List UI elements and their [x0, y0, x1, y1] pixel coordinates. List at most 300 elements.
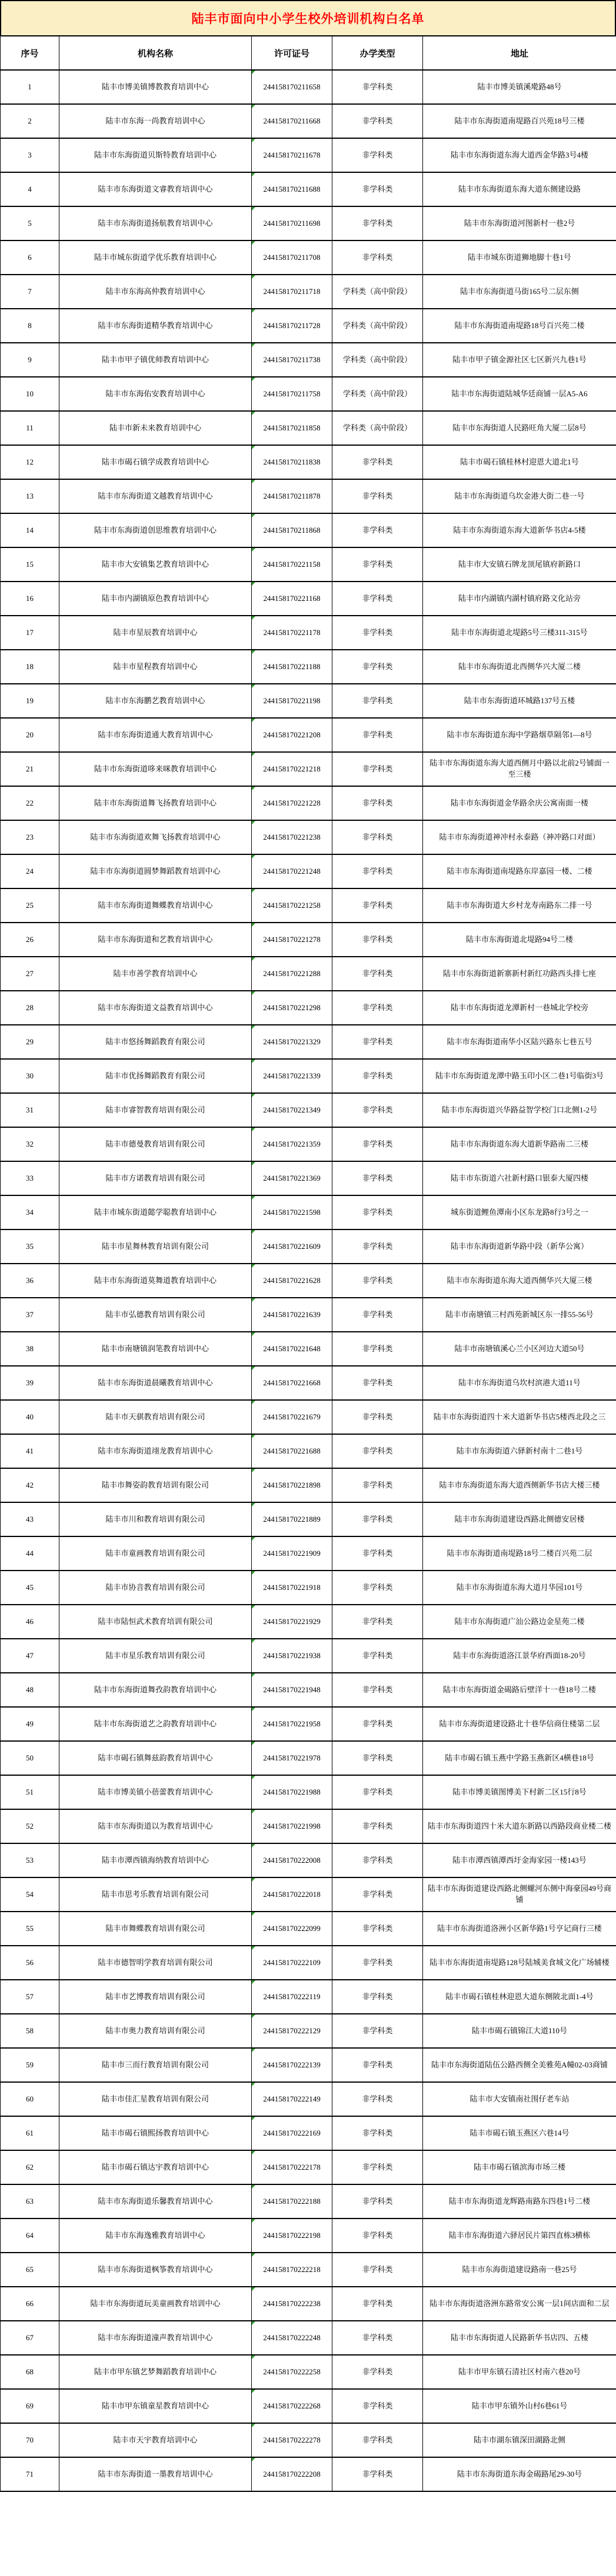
table-row: [1, 1707, 616, 1741]
license-number-cell: 244158170221228: [252, 786, 332, 820]
institution-name-cell: 陆丰市善学教育培训中心: [59, 957, 252, 991]
table-row: [1, 2287, 616, 2321]
institution-name-cell: 陆丰市内湖镇原色教育培训中心: [59, 582, 252, 616]
row-number-cell: 35: [1, 1229, 59, 1264]
row-number-cell: 51: [1, 1775, 59, 1809]
license-number-cell: 244158170221258: [252, 888, 332, 923]
table-row: [1, 547, 616, 582]
row-number-cell: 28: [1, 991, 59, 1025]
address-cell: 陆丰市甲东镇石清社区村南六巷20号: [423, 2355, 616, 2389]
license-number-cell: 244158170221359: [252, 1127, 332, 1161]
school-type-cell: 非学科类: [332, 1536, 423, 1571]
institution-name-cell: 陆丰市悠扬舞蹈教育有限公司: [59, 1025, 252, 1059]
license-number-cell: 244158170221918: [252, 1571, 332, 1605]
institution-name-cell: 陆丰市甲子镇优师教育培训中心: [59, 343, 252, 377]
license-number-cell: 244158170221958: [252, 1707, 332, 1741]
institution-name-cell: 陆丰市东海街道文益教育培训中心: [59, 991, 252, 1025]
institution-name-cell: 陆丰市舞蝶教育培训有限公司: [59, 1912, 252, 1946]
address-cell: 陆丰市东海街道兴华路益智学校门口北侧1-2号: [423, 1093, 616, 1127]
table-row: [1, 309, 616, 343]
license-number-cell: 244158170221288: [252, 957, 332, 991]
license-number-cell: 244158170211658: [252, 70, 332, 104]
school-type-cell: 学科类（高中阶段）: [332, 343, 423, 377]
license-number-cell: 244158170221158: [252, 547, 332, 582]
row-number-cell: 29: [1, 1025, 59, 1059]
license-number-cell: 244158170221339: [252, 1059, 332, 1093]
institution-name-cell: 陆丰市星辰教育培训中心: [59, 616, 252, 650]
institution-name-cell: 陆丰市东海佑安教育培训中心: [59, 377, 252, 411]
table-row: [1, 2423, 616, 2457]
institution-name-cell: 陆丰市协音教育培训有限公司: [59, 1571, 252, 1605]
address-cell: 城东街道鲤鱼潭南小区东龙路8行3号之一: [423, 1195, 616, 1229]
row-number-cell: 58: [1, 2014, 59, 2048]
row-number-cell: 54: [1, 1877, 59, 1912]
row-number-cell: 56: [1, 1946, 59, 1980]
table-row: [1, 1571, 616, 1605]
table-row: [1, 1093, 616, 1127]
row-number-cell: 70: [1, 2423, 59, 2457]
institution-name-cell: 陆丰市东海逸雅教育培训中心: [59, 2218, 252, 2253]
license-number-cell: 244158170222178: [252, 2150, 332, 2184]
school-type-cell: 学科类（高中阶段）: [332, 309, 423, 343]
school-type-cell: 非学科类: [332, 786, 423, 820]
school-type-cell: 非学科类: [332, 1980, 423, 2014]
row-number-cell: 22: [1, 786, 59, 820]
row-number-cell: 6: [1, 240, 59, 275]
school-type-cell: 非学科类: [332, 1946, 423, 1980]
school-type-cell: 非学科类: [332, 1809, 423, 1843]
school-type-cell: 学科类（高中阶段）: [332, 275, 423, 309]
table-row: [1, 2184, 616, 2218]
address-cell: 陆丰市东海街道广汕公路边金星苑二楼: [423, 1605, 616, 1639]
table-row: [1, 923, 616, 957]
institution-name-cell: 陆丰市德智明学教育培训有限公司: [59, 1946, 252, 1980]
license-number-cell: 244158170221298: [252, 991, 332, 1025]
row-number-cell: 50: [1, 1741, 59, 1775]
license-number-cell: 244158170221218: [252, 752, 332, 786]
table-row: [1, 1400, 616, 1434]
school-type-cell: 非学科类: [332, 445, 423, 479]
col-header-institution-name: 机构名称: [59, 36, 252, 70]
table-row: [1, 1229, 616, 1264]
address-cell: 陆丰市南塘镇三村西苑新城区东一排55-56号: [423, 1298, 616, 1332]
license-number-cell: 244158170211728: [252, 309, 332, 343]
institution-name-cell: 陆丰市碣石镇熙扬教育培训中心: [59, 2116, 252, 2150]
table-row: [1, 2321, 616, 2355]
table-row: [1, 2082, 616, 2116]
school-type-cell: 非学科类: [332, 2082, 423, 2116]
row-number-cell: 40: [1, 1400, 59, 1434]
school-type-cell: 非学科类: [332, 991, 423, 1025]
license-number-cell: 244158170222139: [252, 2048, 332, 2082]
table-row: [1, 138, 616, 172]
row-number-cell: 52: [1, 1809, 59, 1843]
institution-name-cell: 陆丰市三而行教育培训有限公司: [59, 2048, 252, 2082]
license-number-cell: 244158170221679: [252, 1400, 332, 1434]
school-type-cell: 非学科类: [332, 752, 423, 786]
license-number-cell: 244158170222278: [252, 2423, 332, 2457]
row-number-cell: 26: [1, 923, 59, 957]
table-row: [1, 275, 616, 309]
address-cell: 陆丰市东海街道建设西路北侧德安居楼: [423, 1502, 616, 1536]
address-cell: 陆丰市潭西镇潭西圩金海家园一楼143号: [423, 1843, 616, 1877]
license-number-cell: 244158170222149: [252, 2082, 332, 2116]
address-cell: 陆丰市碣石镇玉燕中学路玉燕新区4横巷18号: [423, 1741, 616, 1775]
row-number-cell: 12: [1, 445, 59, 479]
license-number-cell: 244158170222188: [252, 2184, 332, 2218]
address-cell: 陆丰市东海街道四十米大道新华书店5楼西北段之三: [423, 1400, 616, 1434]
address-cell: 陆丰市东海街道北堤路94号二楼: [423, 923, 616, 957]
license-number-cell: 244158170221889: [252, 1502, 332, 1536]
address-cell: 陆丰市博美镇图博美下村新二区15行8号: [423, 1775, 616, 1809]
license-number-cell: 244158170222248: [252, 2321, 332, 2355]
license-number-cell: 244158170222169: [252, 2116, 332, 2150]
address-cell: 陆丰市碣石镇桂林村迎恩大道北1号: [423, 445, 616, 479]
row-number-cell: 30: [1, 1059, 59, 1093]
row-number-cell: 41: [1, 1434, 59, 1468]
school-type-cell: 非学科类: [332, 172, 423, 206]
school-type-cell: 非学科类: [332, 1093, 423, 1127]
school-type-cell: 非学科类: [332, 1229, 423, 1264]
school-type-cell: 非学科类: [332, 854, 423, 888]
license-number-cell: 244158170222099: [252, 1912, 332, 1946]
license-number-cell: 244158170222218: [252, 2253, 332, 2287]
institution-name-cell: 陆丰市东海街道哆来咪教育培训中心: [59, 752, 252, 786]
institution-name-cell: 陆丰市甲东镇童星教育培训中心: [59, 2389, 252, 2423]
license-number-cell: 244158170221349: [252, 1093, 332, 1127]
license-number-cell: 244158170211698: [252, 206, 332, 240]
row-number-cell: 15: [1, 547, 59, 582]
school-type-cell: 非学科类: [332, 1912, 423, 1946]
table-row: [1, 616, 616, 650]
table-row: [1, 1741, 616, 1775]
school-type-cell: 非学科类: [332, 2287, 423, 2321]
address-cell: 陆丰市东海街道东海大道西侧华兴大厦三楼: [423, 1264, 616, 1298]
row-number-cell: 24: [1, 854, 59, 888]
address-cell: 陆丰市东海街道新寨新村新红功路西头排七座: [423, 957, 616, 991]
address-cell: 陆丰市东海街道金华路余庆公寓南面一楼: [423, 786, 616, 820]
school-type-cell: 非学科类: [332, 138, 423, 172]
row-number-cell: 47: [1, 1639, 59, 1673]
row-number-cell: 71: [1, 2457, 59, 2491]
address-cell: 陆丰市南塘镇溪心兰小区河边大道50号: [423, 1332, 616, 1366]
address-cell: 陆丰市东海街道北西侧华兴大厦二楼: [423, 650, 616, 684]
school-type-cell: 非学科类: [332, 2150, 423, 2184]
address-cell: 陆丰市大安镇南社围仔老车站: [423, 2082, 616, 2116]
table-body: [1, 70, 616, 2491]
school-type-cell: 非学科类: [332, 70, 423, 104]
license-number-cell: 244158170211668: [252, 104, 332, 138]
institution-name-cell: 陆丰市东海街道翊龙教育培训中心: [59, 1434, 252, 1468]
table-row: [1, 1673, 616, 1707]
license-number-cell: 244158170222258: [252, 2355, 332, 2389]
institution-name-cell: 陆丰市东海街道乐馨教育培训中心: [59, 2184, 252, 2218]
row-number-cell: 20: [1, 718, 59, 752]
institution-name-cell: 陆丰市东海街道扬航教育培训中心: [59, 206, 252, 240]
institution-name-cell: 陆丰市舞姿韵教育培训有限公司: [59, 1468, 252, 1502]
institution-name-cell: 陆丰市碣石镇学成教育培训中心: [59, 445, 252, 479]
table-row: [1, 1502, 616, 1536]
school-type-cell: 非学科类: [332, 2048, 423, 2082]
table-row: [1, 1025, 616, 1059]
institution-name-cell: 陆丰市川和教育培训有限公司: [59, 1502, 252, 1536]
address-cell: 陆丰市东海街道东海大道新华书店4-5楼: [423, 513, 616, 547]
school-type-cell: 非学科类: [332, 2355, 423, 2389]
license-number-cell: 244158170222208: [252, 2457, 332, 2491]
row-number-cell: 37: [1, 1298, 59, 1332]
school-type-cell: 非学科类: [332, 1707, 423, 1741]
institution-name-cell: 陆丰市奥力教育培训有限公司: [59, 2014, 252, 2048]
address-cell: 陆丰市东海街道东海大道新华路南二三楼: [423, 1127, 616, 1161]
address-cell: 陆丰市博美镇溪墘路48号: [423, 70, 616, 104]
school-type-cell: 非学科类: [332, 2423, 423, 2457]
address-cell: 陆丰市东海街道建设路北十巷华信商住楼第二层: [423, 1707, 616, 1741]
license-number-cell: 244158170222008: [252, 1843, 332, 1877]
institution-name-cell: 陆丰市潭西镇海纳教育培训中心: [59, 1843, 252, 1877]
school-type-cell: 非学科类: [332, 2253, 423, 2287]
license-number-cell: 244158170221628: [252, 1264, 332, 1298]
license-number-cell: 244158170221998: [252, 1809, 332, 1843]
address-cell: 陆丰市东海街道六驿新村南十二巷1号: [423, 1434, 616, 1468]
address-cell: 陆丰市东海街道环城路137号五楼: [423, 684, 616, 718]
school-type-cell: 非学科类: [332, 1775, 423, 1809]
address-cell: 陆丰市东海街道洛洲东路常安公寓一层1间店面和二层: [423, 2287, 616, 2321]
row-number-cell: 2: [1, 104, 59, 138]
table-row: [1, 888, 616, 923]
address-cell: 陆丰市东海街道南堤路18号二楼百兴苑二层: [423, 1536, 616, 1571]
institution-name-cell: 陆丰市东海街道和艺教育培训中心: [59, 923, 252, 957]
license-number-cell: 244158170211718: [252, 275, 332, 309]
table-row: [1, 1468, 616, 1502]
institution-name-cell: 陆丰市东海街道创思维教育培训中心: [59, 513, 252, 547]
row-number-cell: 42: [1, 1468, 59, 1502]
license-number-cell: 244158170221929: [252, 1605, 332, 1639]
row-number-cell: 32: [1, 1127, 59, 1161]
row-number-cell: 43: [1, 1502, 59, 1536]
row-number-cell: 48: [1, 1673, 59, 1707]
license-number-cell: 244158170211688: [252, 172, 332, 206]
table-row: [1, 206, 616, 240]
row-number-cell: 45: [1, 1571, 59, 1605]
row-number-cell: 55: [1, 1912, 59, 1946]
table-row: [1, 240, 616, 275]
row-number-cell: 60: [1, 2082, 59, 2116]
row-number-cell: 67: [1, 2321, 59, 2355]
row-number-cell: 31: [1, 1093, 59, 1127]
table-row: [1, 70, 616, 104]
institution-name-cell: 陆丰市东海街道欢舞飞扬教育培训中心: [59, 820, 252, 854]
table-row: [1, 479, 616, 513]
license-number-cell: 244158170221238: [252, 820, 332, 854]
institution-name-cell: 陆丰市东海街道艺之韵教育培训中心: [59, 1707, 252, 1741]
table-row: [1, 2048, 616, 2082]
institution-name-cell: 陆丰市东海街道一墨教育培训中心: [59, 2457, 252, 2491]
row-number-cell: 69: [1, 2389, 59, 2423]
row-number-cell: 4: [1, 172, 59, 206]
license-number-cell: 244158170221938: [252, 1639, 332, 1673]
address-cell: 陆丰市湖东镇深田湖路北侧: [423, 2423, 616, 2457]
table-row: [1, 1536, 616, 1571]
institution-name-cell: 陆丰市博美镇小蓓蕾教育培训中心: [59, 1775, 252, 1809]
institution-name-cell: 陆丰市东海街道通大教育培训中心: [59, 718, 252, 752]
school-type-cell: 非学科类: [332, 616, 423, 650]
row-number-cell: 39: [1, 1366, 59, 1400]
license-number-cell: 244158170221978: [252, 1741, 332, 1775]
institution-name-cell: 陆丰市东海高仲教育培训中心: [59, 275, 252, 309]
institution-name-cell: 陆丰市童画教育培训有限公司: [59, 1536, 252, 1571]
table-row: [1, 172, 616, 206]
license-number-cell: 244158170221188: [252, 650, 332, 684]
school-type-cell: 非学科类: [332, 1741, 423, 1775]
address-cell: 陆丰市东海街道乌坎村滨港大道11号: [423, 1366, 616, 1400]
license-number-cell: 244158170221909: [252, 1536, 332, 1571]
institution-name-cell: 陆丰市城东街道学优乐教育培训中心: [59, 240, 252, 275]
school-type-cell: 非学科类: [332, 1298, 423, 1332]
table-row: [1, 684, 616, 718]
address-cell: 陆丰市碣石镇锦江大道110号: [423, 2014, 616, 2048]
school-type-cell: 非学科类: [332, 1605, 423, 1639]
license-number-cell: 244158170222268: [252, 2389, 332, 2423]
license-number-cell: 244158170222018: [252, 1877, 332, 1912]
address-cell: 陆丰市东海街道龙辉路南路东四巷1号二楼: [423, 2184, 616, 2218]
table-row: [1, 957, 616, 991]
institution-name-cell: 陆丰市东海街道玩美童画教育培训中心: [59, 2287, 252, 2321]
school-type-cell: 学科类（高中阶段）: [332, 411, 423, 445]
row-number-cell: 11: [1, 411, 59, 445]
table-row: [1, 854, 616, 888]
col-header-index: 序号: [1, 36, 59, 70]
address-cell: 陆丰市东海街道南堤路18号百兴苑二楼: [423, 309, 616, 343]
address-cell: 陆丰市碣石镇滨海市场三楼: [423, 2150, 616, 2184]
row-number-cell: 44: [1, 1536, 59, 1571]
whitelist-table: [0, 35, 616, 2492]
row-number-cell: 14: [1, 513, 59, 547]
address-cell: 陆丰市城东街道狮地脚十巷1号: [423, 240, 616, 275]
institution-name-cell: 陆丰市星乐教育培训有限公司: [59, 1639, 252, 1673]
row-number-cell: 21: [1, 752, 59, 786]
institution-name-cell: 陆丰市思考乐教育培训有限公司: [59, 1877, 252, 1912]
institution-name-cell: 陆丰市东海街道贝斯特教育培训中心: [59, 138, 252, 172]
row-number-cell: 65: [1, 2253, 59, 2287]
institution-name-cell: 陆丰市东海一尚教育培训中心: [59, 104, 252, 138]
address-cell: 陆丰市东海街道大乡村龙寿南路东二排一号: [423, 888, 616, 923]
row-number-cell: 46: [1, 1605, 59, 1639]
table-row: [1, 513, 616, 547]
address-cell: 陆丰市东海街道金碣路后壁洋十一巷18号二楼: [423, 1673, 616, 1707]
school-type-cell: 非学科类: [332, 1264, 423, 1298]
table-row: [1, 2218, 616, 2253]
address-cell: 陆丰市东海街道马街165号二层东侧: [423, 275, 616, 309]
institution-name-cell: 陆丰市星程教育培训中心: [59, 650, 252, 684]
row-number-cell: 34: [1, 1195, 59, 1229]
school-type-cell: 非学科类: [332, 718, 423, 752]
address-cell: 陆丰市东海街道南华小区陆兴路东七巷五号: [423, 1025, 616, 1059]
license-number-cell: 244158170221208: [252, 718, 332, 752]
row-number-cell: 62: [1, 2150, 59, 2184]
row-number-cell: 33: [1, 1161, 59, 1195]
table-row: [1, 377, 616, 411]
table-row: [1, 1127, 616, 1161]
school-type-cell: 非学科类: [332, 547, 423, 582]
address-cell: 陆丰市东海街道陆伍公路西侧全美雅苑A幢02-03商铺: [423, 2048, 616, 2082]
address-cell: 陆丰市碣石镇桂林迎恩大道东侧陂北面1-4号: [423, 1980, 616, 2014]
school-type-cell: 非学科类: [332, 820, 423, 854]
table-row: [1, 2389, 616, 2423]
institution-name-cell: 陆丰市艺博教育培训有限公司: [59, 1980, 252, 2014]
school-type-cell: 非学科类: [332, 206, 423, 240]
row-number-cell: 53: [1, 1843, 59, 1877]
institution-name-cell: 陆丰市东海街道文越教育培训中心: [59, 479, 252, 513]
row-number-cell: 61: [1, 2116, 59, 2150]
institution-name-cell: 陆丰市东海街道以为教育培训中心: [59, 1809, 252, 1843]
table-row: [1, 1775, 616, 1809]
table-row: [1, 1332, 616, 1366]
institution-name-cell: 陆丰市新未来教育培训中心: [59, 411, 252, 445]
address-cell: 陆丰市东海街道六驿居民片第四直栋3横栋: [423, 2218, 616, 2253]
table-row: [1, 445, 616, 479]
institution-name-cell: 陆丰市佳汇星教育培训有限公司: [59, 2082, 252, 2116]
row-number-cell: 5: [1, 206, 59, 240]
school-type-cell: 非学科类: [332, 1877, 423, 1912]
table-row: [1, 991, 616, 1025]
table-row: [1, 718, 616, 752]
institution-name-cell: 陆丰市东海鹏艺教育培训中心: [59, 684, 252, 718]
row-number-cell: 13: [1, 479, 59, 513]
institution-name-cell: 陆丰市方诺教育培训有限公司: [59, 1161, 252, 1195]
address-cell: 陆丰市东海街道龙潭新村一巷城北学校旁: [423, 991, 616, 1025]
school-type-cell: 学科类（高中阶段）: [332, 377, 423, 411]
institution-name-cell: 陆丰市天宇教育培训中心: [59, 2423, 252, 2457]
row-number-cell: 23: [1, 820, 59, 854]
table-row: [1, 1161, 616, 1195]
row-number-cell: 3: [1, 138, 59, 172]
table-row: [1, 650, 616, 684]
address-cell: 陆丰市东海街道河图新村一巷2号: [423, 206, 616, 240]
institution-name-cell: 陆丰市德曼教育培训有限公司: [59, 1127, 252, 1161]
table-row: [1, 1605, 616, 1639]
school-type-cell: 非学科类: [332, 2321, 423, 2355]
license-number-cell: 244158170221948: [252, 1673, 332, 1707]
address-cell: 陆丰市甲东镇外山村6巷61号: [423, 2389, 616, 2423]
school-type-cell: 非学科类: [332, 1195, 423, 1229]
school-type-cell: 非学科类: [332, 2218, 423, 2253]
institution-name-cell: 陆丰市东海街道枫筝教育培训中心: [59, 2253, 252, 2287]
address-cell: 陆丰市东海街道四十米大道东新路以西路段商业楼二楼: [423, 1809, 616, 1843]
school-type-cell: 非学科类: [332, 957, 423, 991]
row-number-cell: 57: [1, 1980, 59, 2014]
col-header-license-number: 许可证号: [252, 36, 332, 70]
institution-name-cell: 陆丰市甲东镇艺梦舞蹈教育培训中心: [59, 2355, 252, 2389]
license-number-cell: 244158170211678: [252, 138, 332, 172]
table-row: [1, 2150, 616, 2184]
address-cell: 陆丰市大安镇石牌龙顶尾镇府新路口: [423, 547, 616, 582]
school-type-cell: 非学科类: [332, 2457, 423, 2491]
license-number-cell: 244158170221648: [252, 1332, 332, 1366]
institution-name-cell: 陆丰市东海街道舞飞扬教育培训中心: [59, 786, 252, 820]
license-number-cell: 244158170211858: [252, 411, 332, 445]
license-number-cell: 244158170221609: [252, 1229, 332, 1264]
address-cell: 陆丰市东海街道神冲村永泰路（神冲路口对面）: [423, 820, 616, 854]
address-cell: 陆丰市东海街道东海大道西侧新华书店大楼三楼: [423, 1468, 616, 1502]
school-type-cell: 非学科类: [332, 1127, 423, 1161]
table-row: [1, 104, 616, 138]
address-cell: 陆丰市东海街道人民路旺角大厦二层8号: [423, 411, 616, 445]
table-row: [1, 1946, 616, 1980]
table-row: [1, 1434, 616, 1468]
school-type-cell: 非学科类: [332, 2184, 423, 2218]
address-cell: 陆丰市东海街道洛洲小区新华路1号亨记商行三楼: [423, 1912, 616, 1946]
address-cell: 陆丰市东海街道南堤路百兴苑18号三楼: [423, 104, 616, 138]
